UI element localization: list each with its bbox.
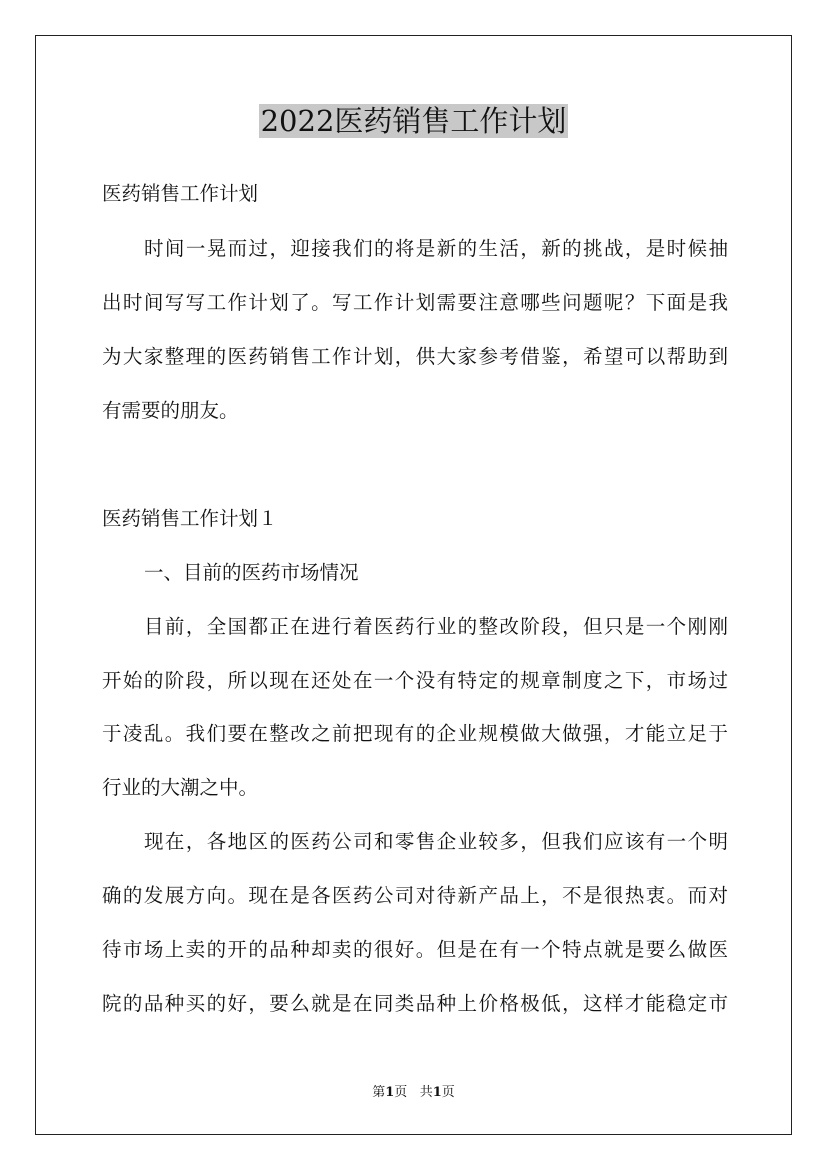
total-suffix: 页 bbox=[441, 1085, 455, 1100]
paragraph-line: 待市场上卖的开的品种却卖的很好。但是在有一个特点就是要么做医 bbox=[102, 938, 728, 961]
intro-line: 为大家整理的医药销售工作计划，供大家参考借鉴，希望可以帮助到 bbox=[102, 345, 728, 368]
page-footer bbox=[0, 1084, 827, 1102]
intro-line: 时间一晃而过，迎接我们的将是新的生活，新的挑战，是时候抽 bbox=[144, 237, 728, 260]
total-number: 1 bbox=[432, 1085, 442, 1100]
paragraph-line: 确的发展方向。现在是各医药公司对待新产品上，不是很热衷。而对 bbox=[102, 884, 728, 907]
paragraph-line: 行业的大潮之中。 bbox=[102, 776, 259, 799]
intro-line: 有需要的朋友。 bbox=[102, 399, 239, 422]
paragraph-line: 现在，各地区的医药公司和零售企业较多，但我们应该有一个明 bbox=[144, 830, 728, 853]
paragraph-line: 于凌乱。我们要在整改之前把现有的企业规模做大做强，才能立足于 bbox=[102, 722, 728, 745]
paragraph-line: 开始的阶段，所以现在还处在一个没有特定的规章制度之下，市场过 bbox=[102, 669, 728, 692]
subheading: 一、目前的医药市场情况 bbox=[144, 561, 359, 584]
total-prefix: 共 bbox=[419, 1085, 433, 1100]
document-title-text: 2022医药销售工作计划 bbox=[260, 104, 567, 138]
page-prefix: 第 bbox=[372, 1085, 386, 1100]
subtitle: 医药销售工作计划 bbox=[102, 182, 259, 205]
section-heading: 医药销售工作计划１ bbox=[102, 507, 278, 530]
page-number: 1 bbox=[385, 1085, 395, 1100]
paragraph-line: 目前，全国都正在进行着医药行业的整改阶段，但只是一个刚刚 bbox=[144, 615, 728, 638]
document-title bbox=[0, 98, 827, 144]
paragraph-line: 院的品种买的好，要么就是在同类品种上价格极低，这样才能稳定市 bbox=[102, 992, 728, 1015]
page-suffix: 页 bbox=[394, 1085, 408, 1100]
intro-line: 出时间写写工作计划了。写工作计划需要注意哪些问题呢？下面是我 bbox=[102, 291, 728, 314]
